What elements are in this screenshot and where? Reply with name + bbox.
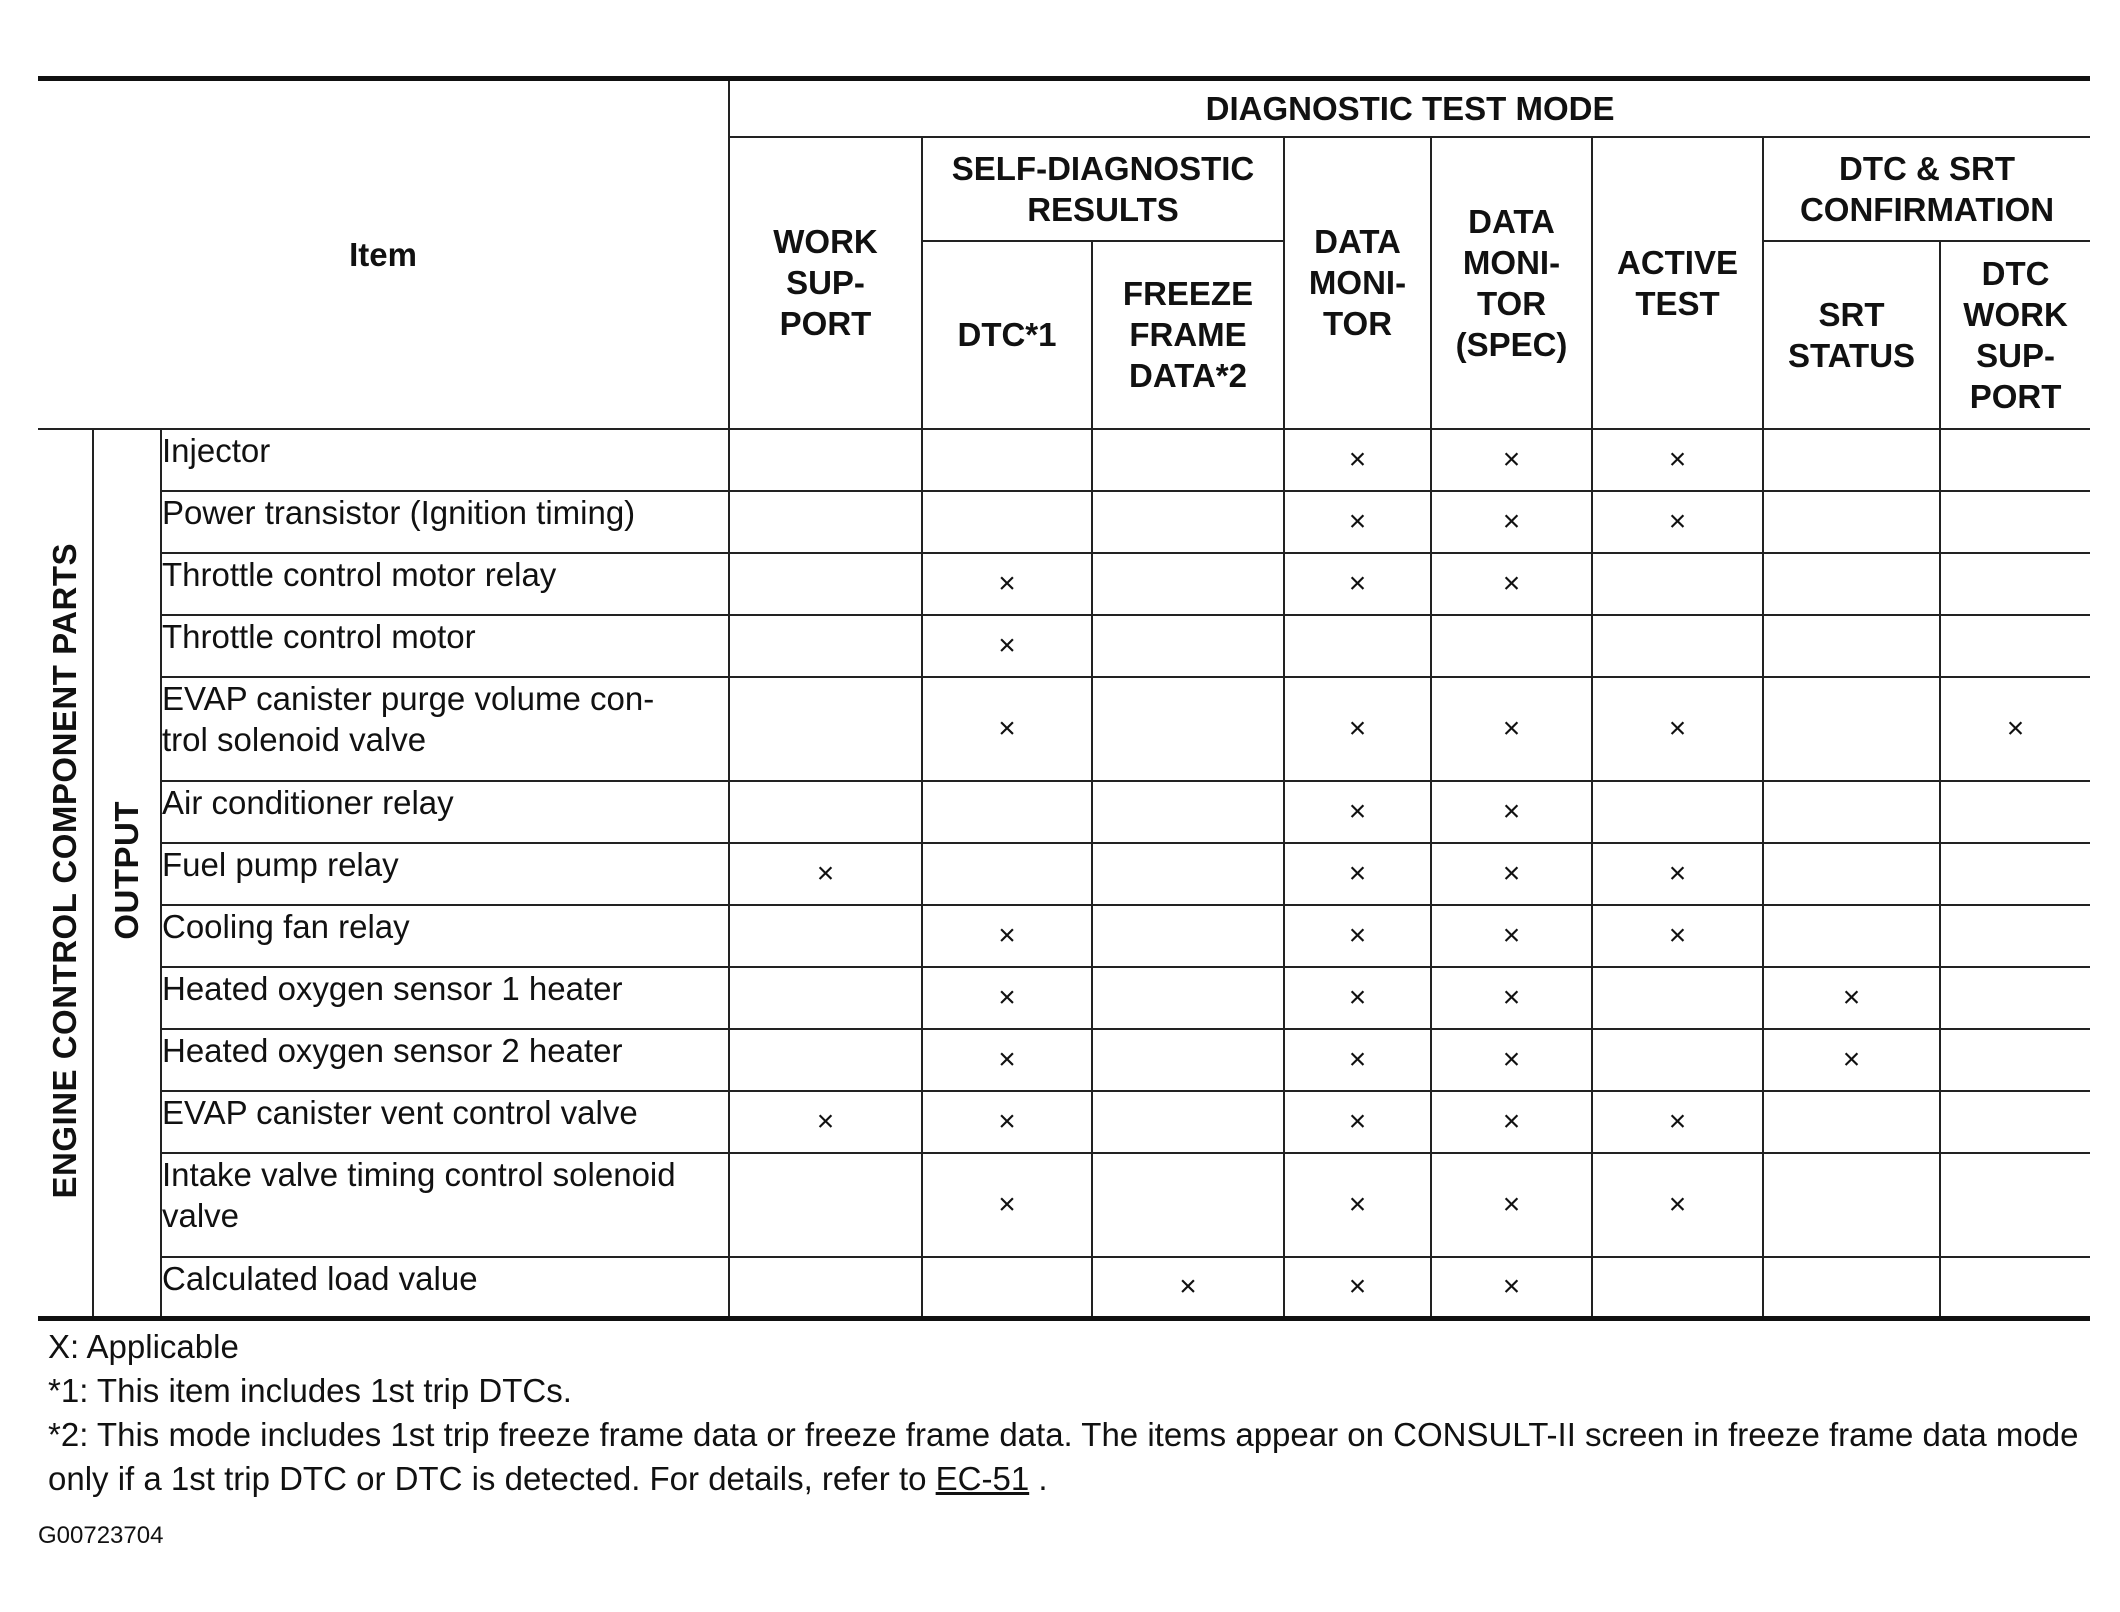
- freeze-frame-data-mark: [1092, 1153, 1284, 1257]
- freeze-frame-data-mark: [1092, 1091, 1284, 1153]
- dtc-work-support-mark: [1940, 491, 2090, 553]
- active-test-mark: ×: [1592, 843, 1763, 905]
- note-2-end: .: [1029, 1460, 1048, 1497]
- dtc-work-support-mark: [1940, 1091, 2090, 1153]
- data-monitor-spec-mark: ×: [1431, 553, 1592, 615]
- table-row: [38, 491, 2090, 553]
- dtc-mark: [922, 843, 1092, 905]
- dtc-mark: ×: [922, 1091, 1092, 1153]
- data-monitor-mark: ×: [1284, 553, 1431, 615]
- data-monitor-mark: ×: [1284, 1091, 1431, 1153]
- freeze-frame-data-mark: [1092, 553, 1284, 615]
- work-support-mark: [729, 429, 922, 491]
- dtc-mark: ×: [922, 1153, 1092, 1257]
- dtc-mark: [922, 1257, 1092, 1319]
- srt-status-header: [1763, 241, 1940, 429]
- data-monitor-spec-mark: ×: [1431, 1029, 1592, 1091]
- item-label: Heated oxygen sensor 2 heater: [161, 1029, 729, 1091]
- data-monitor-spec-mark: [1431, 615, 1592, 677]
- dtc-header-text: DTC*1: [957, 316, 1057, 353]
- dtc-mark: ×: [922, 615, 1092, 677]
- srt-status-mark: [1763, 677, 1940, 781]
- dtc-mark: ×: [922, 1029, 1092, 1091]
- dtc-work-support-mark: [1940, 1257, 2090, 1319]
- srt-status-mark: [1763, 905, 1940, 967]
- self-diagnostic-results-header: [922, 137, 1284, 241]
- note-1: *1: This item includes 1st trip DTCs.: [48, 1372, 572, 1409]
- data-monitor-mark: ×: [1284, 1153, 1431, 1257]
- work-support-mark: [729, 905, 922, 967]
- data-monitor-mark: ×: [1284, 1029, 1431, 1091]
- active-test-mark: ×: [1592, 491, 1763, 553]
- dtc-work-support-mark: [1940, 781, 2090, 843]
- data-monitor-spec-mark: ×: [1431, 1153, 1592, 1257]
- freeze-frame-data-mark: ×: [1092, 1257, 1284, 1319]
- dtc-work-support-header: [1940, 241, 2090, 429]
- item-label: Cooling fan relay: [161, 905, 729, 967]
- work-support-mark: [729, 1153, 922, 1257]
- item-label: EVAP canister purge volume con- trol solenoid valve: [161, 677, 729, 781]
- dtc-work-support-mark: ×: [1940, 677, 2090, 781]
- dtc-mark: [922, 429, 1092, 491]
- item-label: Calculated load value: [161, 1257, 729, 1319]
- applicable-note: X: Applicable: [48, 1328, 239, 1365]
- work-support-mark: [729, 677, 922, 781]
- dtc-work-support-mark: [1940, 429, 2090, 491]
- dtc-work-support-mark: [1940, 615, 2090, 677]
- item-label: Throttle control motor: [161, 615, 729, 677]
- srt-status-header-text: SRT STATUS: [1787, 295, 1916, 374]
- table-row: [38, 1091, 2090, 1153]
- active-test-mark: ×: [1592, 429, 1763, 491]
- table-row: [38, 781, 2090, 843]
- dtc-work-support-mark: [1940, 967, 2090, 1029]
- data-monitor-spec-mark: ×: [1431, 781, 1592, 843]
- dtc-srt-confirmation-text: DTC & SRT CONFIRMATION: [1799, 149, 2055, 228]
- active-test-header: [1592, 137, 1763, 429]
- freeze-frame-data-mark: [1092, 843, 1284, 905]
- srt-status-mark: ×: [1763, 1029, 1940, 1091]
- diagnostic-test-mode-table: [38, 76, 2090, 1321]
- data-monitor-mark: ×: [1284, 491, 1431, 553]
- work-support-mark: [729, 1257, 922, 1319]
- dtc-work-support-mark: [1940, 843, 2090, 905]
- srt-status-mark: [1763, 491, 1940, 553]
- table-row: [38, 1257, 2090, 1319]
- work-support-mark: [729, 1029, 922, 1091]
- freeze-frame-data-mark: [1092, 677, 1284, 781]
- self-diagnostic-results-text: SELF-DIAGNOSTIC RESULTS: [951, 149, 1255, 228]
- freeze-frame-data-mark: [1092, 905, 1284, 967]
- dtc-mark: [922, 491, 1092, 553]
- srt-status-mark: [1763, 1257, 1940, 1319]
- work-support-mark: [729, 491, 922, 553]
- item-label: Fuel pump relay: [161, 843, 729, 905]
- item-header-text: Item: [349, 235, 417, 273]
- work-support-mark: [729, 967, 922, 1029]
- table-body: [38, 429, 2090, 1319]
- active-test-mark: ×: [1592, 1153, 1763, 1257]
- freeze-frame-data-header-text: FREEZE FRAME DATA*2: [1122, 275, 1254, 394]
- data-monitor-spec-mark: ×: [1431, 677, 1592, 781]
- data-monitor-spec-header-text: DATA MONI- TOR (SPEC): [1455, 202, 1568, 363]
- note-2-text: *2: This mode includes 1st trip freeze frame data or freeze frame data. The items appear on CONSULT-II screen in freeze frame data mode only if a 1st trip DTC or DTC is detected. For details, refer to: [48, 1416, 2079, 1497]
- active-test-mark: ×: [1592, 677, 1763, 781]
- data-monitor-mark: ×: [1284, 905, 1431, 967]
- group-label-cell: [38, 429, 93, 1319]
- item-label: Intake valve timing control solenoid valve: [161, 1153, 729, 1257]
- dtc-mark: ×: [922, 553, 1092, 615]
- note-2: [48, 1413, 2098, 1501]
- work-support-mark: [729, 553, 922, 615]
- table-row: [38, 429, 2090, 491]
- dtc-mark: ×: [922, 905, 1092, 967]
- table-row: [38, 1029, 2090, 1091]
- engine-control-component-parts-label: ENGINE CONTROL COMPONENT PARTS: [46, 542, 83, 1198]
- active-test-header-text: ACTIVE TEST: [1616, 243, 1738, 322]
- table-row: [38, 677, 2090, 781]
- freeze-frame-data-header: [1092, 241, 1284, 429]
- dtc-mark: ×: [922, 677, 1092, 781]
- data-monitor-header-text: DATA MONI- TOR: [1308, 223, 1407, 342]
- srt-status-mark: [1763, 843, 1940, 905]
- work-support-mark: ×: [729, 1091, 922, 1153]
- work-support-mark: [729, 781, 922, 843]
- data-monitor-spec-mark: ×: [1431, 905, 1592, 967]
- footnotes: [48, 1325, 2098, 1501]
- data-monitor-spec-mark: ×: [1431, 429, 1592, 491]
- item-column-header: [38, 79, 729, 429]
- work-support-header-text: WORK SUP- PORT: [773, 223, 878, 342]
- dtc-work-support-mark: [1940, 1029, 2090, 1091]
- dtc-work-support-mark: [1940, 1153, 2090, 1257]
- dtc-mark: ×: [922, 967, 1092, 1029]
- table-row: [38, 967, 2090, 1029]
- freeze-frame-data-mark: [1092, 615, 1284, 677]
- active-test-mark: [1592, 615, 1763, 677]
- data-monitor-mark: [1284, 615, 1431, 677]
- table-row: [38, 843, 2090, 905]
- active-test-mark: [1592, 553, 1763, 615]
- dtc-work-support-mark: [1940, 553, 2090, 615]
- active-test-mark: [1592, 781, 1763, 843]
- dtc-srt-confirmation-header: [1763, 137, 2090, 241]
- table-row: [38, 905, 2090, 967]
- active-test-mark: ×: [1592, 1091, 1763, 1153]
- active-test-mark: [1592, 1029, 1763, 1091]
- freeze-frame-data-mark: [1092, 491, 1284, 553]
- data-monitor-mark: ×: [1284, 677, 1431, 781]
- figure-id: G00723704: [38, 1522, 164, 1549]
- item-label: Throttle control motor relay: [161, 553, 729, 615]
- data-monitor-mark: ×: [1284, 843, 1431, 905]
- freeze-frame-data-mark: [1092, 967, 1284, 1029]
- freeze-frame-data-mark: [1092, 781, 1284, 843]
- dtc-work-support-mark: [1940, 905, 2090, 967]
- ec-51-link[interactable]: EC-51: [935, 1460, 1030, 1497]
- dtc-header: [922, 241, 1092, 429]
- data-monitor-mark: ×: [1284, 967, 1431, 1029]
- srt-status-mark: [1763, 615, 1940, 677]
- dtc-work-support-header-text: DTC WORK SUP- PORT: [1963, 254, 2068, 415]
- active-test-mark: [1592, 967, 1763, 1029]
- subgroup-label-cell: [93, 429, 161, 1319]
- output-label: OUTPUT: [108, 800, 145, 940]
- item-label: Heated oxygen sensor 1 heater: [161, 967, 729, 1029]
- table-row: [38, 615, 2090, 677]
- item-label: Injector: [161, 429, 729, 491]
- active-test-mark: ×: [1592, 905, 1763, 967]
- item-label: EVAP canister vent control valve: [161, 1091, 729, 1153]
- data-monitor-spec-mark: ×: [1431, 967, 1592, 1029]
- data-monitor-spec-mark: ×: [1431, 1091, 1592, 1153]
- srt-status-mark: ×: [1763, 967, 1940, 1029]
- freeze-frame-data-mark: [1092, 429, 1284, 491]
- data-monitor-spec-mark: ×: [1431, 491, 1592, 553]
- data-monitor-spec-mark: ×: [1431, 1257, 1592, 1319]
- table-row: [38, 1153, 2090, 1257]
- table-row: [38, 553, 2090, 615]
- data-monitor-header: [1284, 137, 1431, 429]
- work-support-mark: [729, 615, 922, 677]
- work-support-mark: ×: [729, 843, 922, 905]
- freeze-frame-data-mark: [1092, 1029, 1284, 1091]
- srt-status-mark: [1763, 1091, 1940, 1153]
- diagnostic-test-mode-header: [729, 79, 2090, 137]
- item-label: Air conditioner relay: [161, 781, 729, 843]
- data-monitor-spec-header: [1431, 137, 1592, 429]
- dtc-mark: [922, 781, 1092, 843]
- item-label: Power transistor (Ignition timing): [161, 491, 729, 553]
- data-monitor-mark: ×: [1284, 781, 1431, 843]
- srt-status-mark: [1763, 1153, 1940, 1257]
- diagnostic-test-mode-text: DIAGNOSTIC TEST MODE: [1205, 89, 1615, 127]
- srt-status-mark: [1763, 553, 1940, 615]
- srt-status-mark: [1763, 781, 1940, 843]
- data-monitor-spec-mark: ×: [1431, 843, 1592, 905]
- active-test-mark: [1592, 1257, 1763, 1319]
- data-monitor-mark: ×: [1284, 1257, 1431, 1319]
- work-support-header: [729, 137, 922, 429]
- srt-status-mark: [1763, 429, 1940, 491]
- data-monitor-mark: ×: [1284, 429, 1431, 491]
